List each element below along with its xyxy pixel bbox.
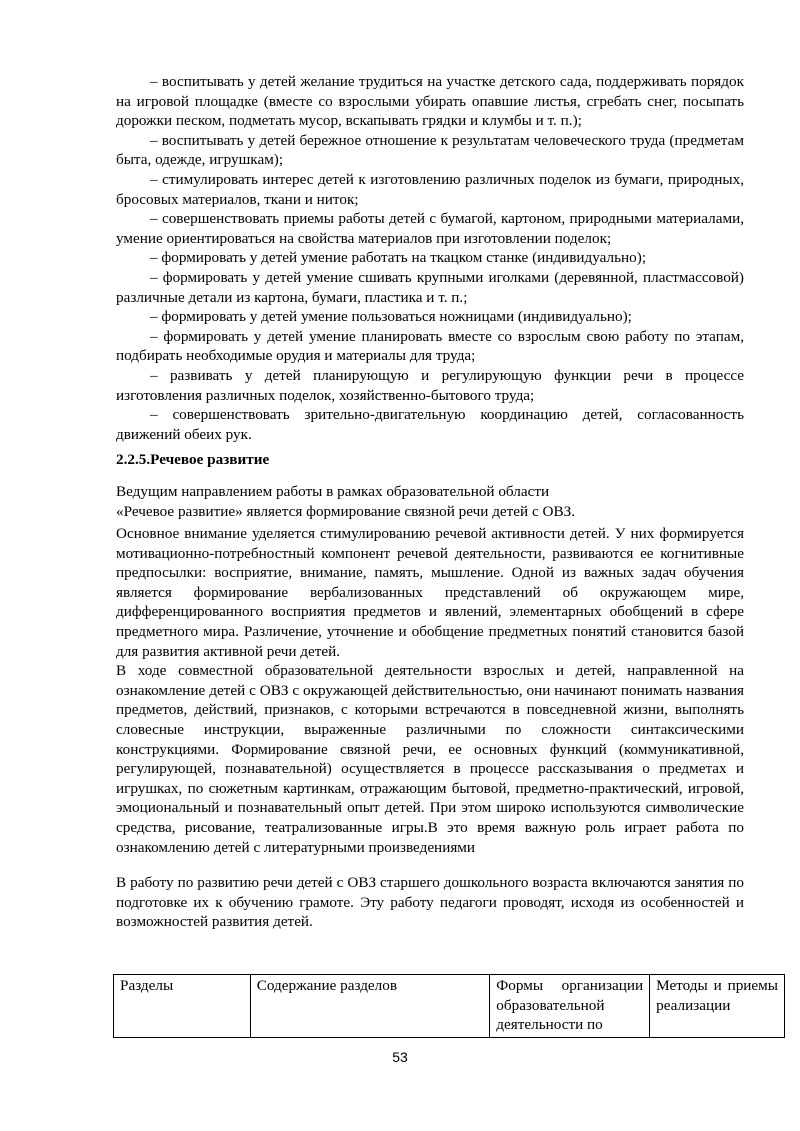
body-text-2 (116, 873, 744, 932)
table-header-cell: Формы организации образовательной деятельности по (490, 975, 650, 1038)
paragraph: Основное внимание уделяется стимулированию речевой активности детей. У них формируется мотивационно-потребностный компонент речевой деятельности, развиваются ее когнитивные предпосылки: восприятие, внимание, память, мышление. Одной из важных задач обучения является формирование вербализованных представлений об окружающем мире, дифференцированного восприятия предметов и явлений, элементарных обобщений в сфере предметного мира. Различение, уточнение и обобщение предметных понятий становится базой для развития активной речи детей. (116, 525, 744, 660)
list-item: – развивать у детей планирующую и регулирующую функции речи в процессе изготовления различных поделок, хозяйственно-бытового труда; (116, 366, 744, 404)
list-item: – воспитывать у детей желание трудиться на участке детского сада, поддерживать порядок на игровой площадке (вместе со взрослыми убирать опавшие листья, сгребать снег, посыпать дорожки песком, подметать мусор, вскапывать грядки и клумбы и т. п.); (116, 73, 744, 130)
list-item: – стимулировать интерес детей к изготовлению различных поделок из бумаги, природных, бросовых материалов, ткани и ниток; (116, 170, 744, 208)
list-item: – формировать у детей умение сшивать крупными иголками (деревянной, пластмассовой) различные детали из картона, бумаги, пластика и т. п.; (116, 268, 744, 306)
table-header-cell: Разделы (114, 975, 251, 1038)
page-number: 53 (392, 1049, 408, 1065)
table-header-row (114, 975, 785, 1038)
list-item: – формировать у детей умение работать на ткацком станке (индивидуально); (150, 249, 647, 267)
intro-text (116, 482, 744, 521)
paragraph: В ходе совместной образовательной деятельности взрослых и детей, направленной на ознакомление детей с ОВЗ с окружающей действительностью, они начинают понимать названия предметов, действий, признаков, с которыми встречаются в повседневной жизни, выполнять словесные инструкции, выраженные различными по сложности синтаксическими конструкциями. Формирование связной речи, ее основных функций (коммуникативной, регулирующей, познавательной) осуществляется в процессе рассказывания о предметах и игрушках, по сюжетным картинкам, отражающим бытовой, предметно-практический, игровой, эмоциональный и познавательный опыт детей. При этом широко используются символические средства, рисование, театрализованные игры.В это время важную роль играет работа по ознакомлению детей с литературными произведениями (116, 662, 744, 856)
table-header-cell: Содержание разделов (250, 975, 490, 1038)
paragraph: В работу по развитию речи детей с ОВЗ старшего дошкольного возраста включаются занятия по подготовке их к обучению грамоте. Эту работу педагоги проводят, исходя из особенностей и возможностей развития детей. (116, 874, 744, 931)
section-heading: 2.2.5.Речевое развитие (116, 451, 270, 468)
list-item: – воспитывать у детей бережное отношение к результатам человеческого труда (предметам быта, одежде, игрушкам); (116, 131, 744, 169)
list-item: – совершенствовать приемы работы детей с бумагой, картоном, природными материалами, умение ориентироваться на свойства материалов при изготовлении поделок; (116, 210, 744, 247)
list-item: – формировать у детей умение пользоваться ножницами (индивидуально); (150, 308, 632, 326)
task-list (116, 72, 744, 444)
list-item: – формировать у детей умение планировать вместе со взрослым свою работу по этапам, подбирать необходимые орудия и материалы для труда; (116, 327, 744, 365)
intro-line: Ведущим направлением работы в рамках образовательной области (116, 483, 550, 500)
table-header-cell: Методы и приемы реализации (650, 975, 785, 1038)
intro-line: «Речевое развитие» является формирование связной речи детей с ОВЗ. (116, 502, 576, 520)
body-text (116, 524, 744, 857)
sections-table (113, 974, 785, 1038)
list-item: – совершенствовать зрительно-двигательную координацию детей, согласованность движений обеих рук. (116, 406, 744, 443)
